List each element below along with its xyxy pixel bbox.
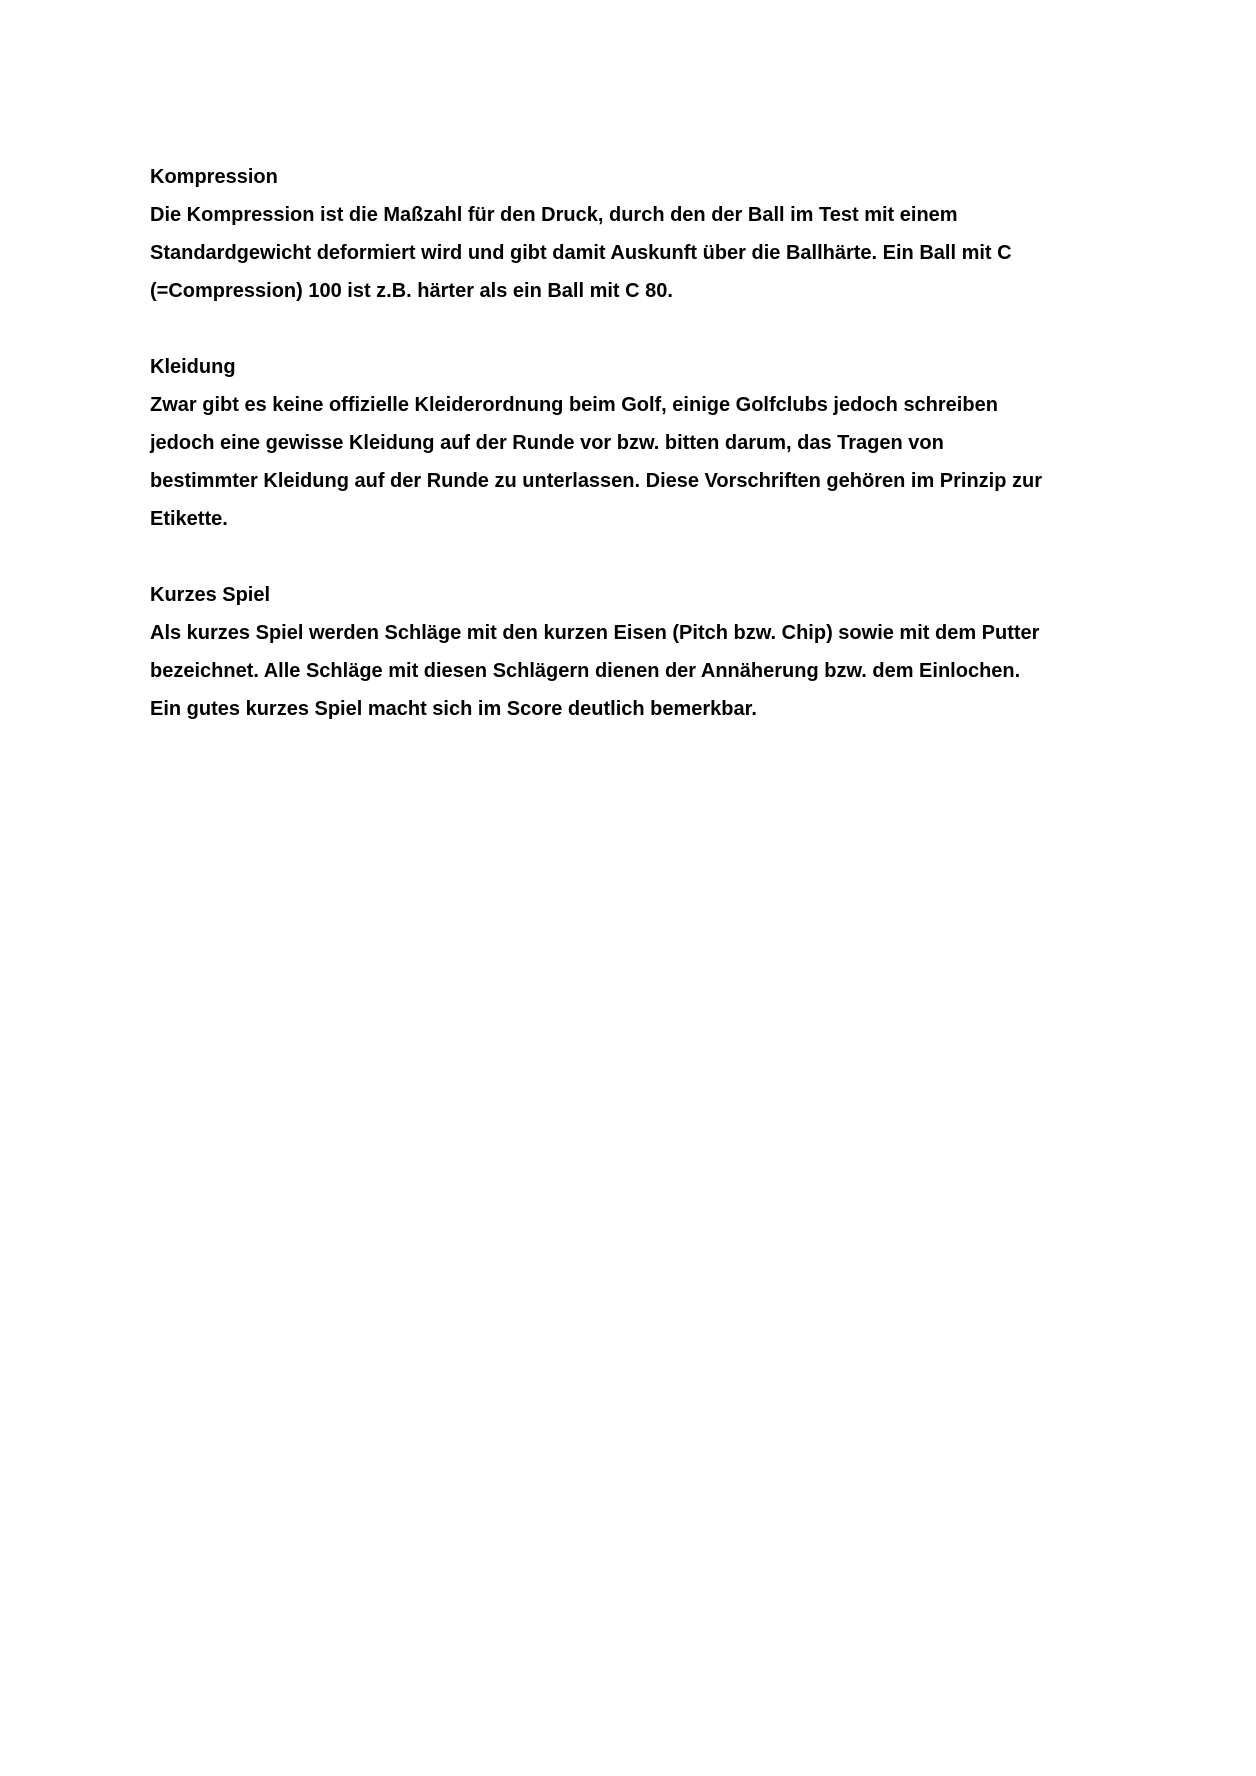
glossary-entry-kleidung — [150, 348, 1110, 538]
entry-text-line: Als kurzes Spiel werden Schläge mit den kurzen Eisen (Pitch bzw. Chip) sowie mit dem Putter — [150, 622, 1040, 644]
entry-title: Kleidung — [150, 356, 236, 378]
entry-text-line: bezeichnet. Alle Schläge mit diesen Schlägern dienen der Annäherung bzw. dem Einlochen. — [150, 660, 1021, 682]
entry-text-line: Etikette. — [150, 508, 228, 530]
glossary-entry-kurzes-spiel — [150, 576, 1110, 728]
entry-title: Kompression — [150, 166, 278, 188]
entry-text-line: jedoch eine gewisse Kleidung auf der Runde vor bzw. bitten darum, das Tragen von — [150, 432, 944, 454]
entry-text-line: Standardgewicht deformiert wird und gibt damit Auskunft über die Ballhärte. Ein Ball mit C — [150, 242, 1012, 264]
entry-text-line: Die Kompression ist die Maßzahl für den Druck, durch den der Ball im Test mit einem — [150, 204, 958, 226]
entry-title: Kurzes Spiel — [150, 584, 271, 606]
entry-text-line: bestimmter Kleidung auf der Runde zu unterlassen. Diese Vorschriften gehören im Prinzip zur — [150, 470, 1043, 492]
entry-text-line: (=Compression) 100 ist z.B. härter als ein Ball mit C 80. — [150, 280, 673, 302]
entry-text-line: Ein gutes kurzes Spiel macht sich im Score deutlich bemerkbar. — [150, 698, 757, 720]
glossary-entry-kompression — [150, 158, 1110, 310]
entry-text-line: Zwar gibt es keine offizielle Kleiderordnung beim Golf, einige Golfclubs jedoch schreiben — [150, 394, 998, 416]
document-body — [150, 158, 1110, 766]
